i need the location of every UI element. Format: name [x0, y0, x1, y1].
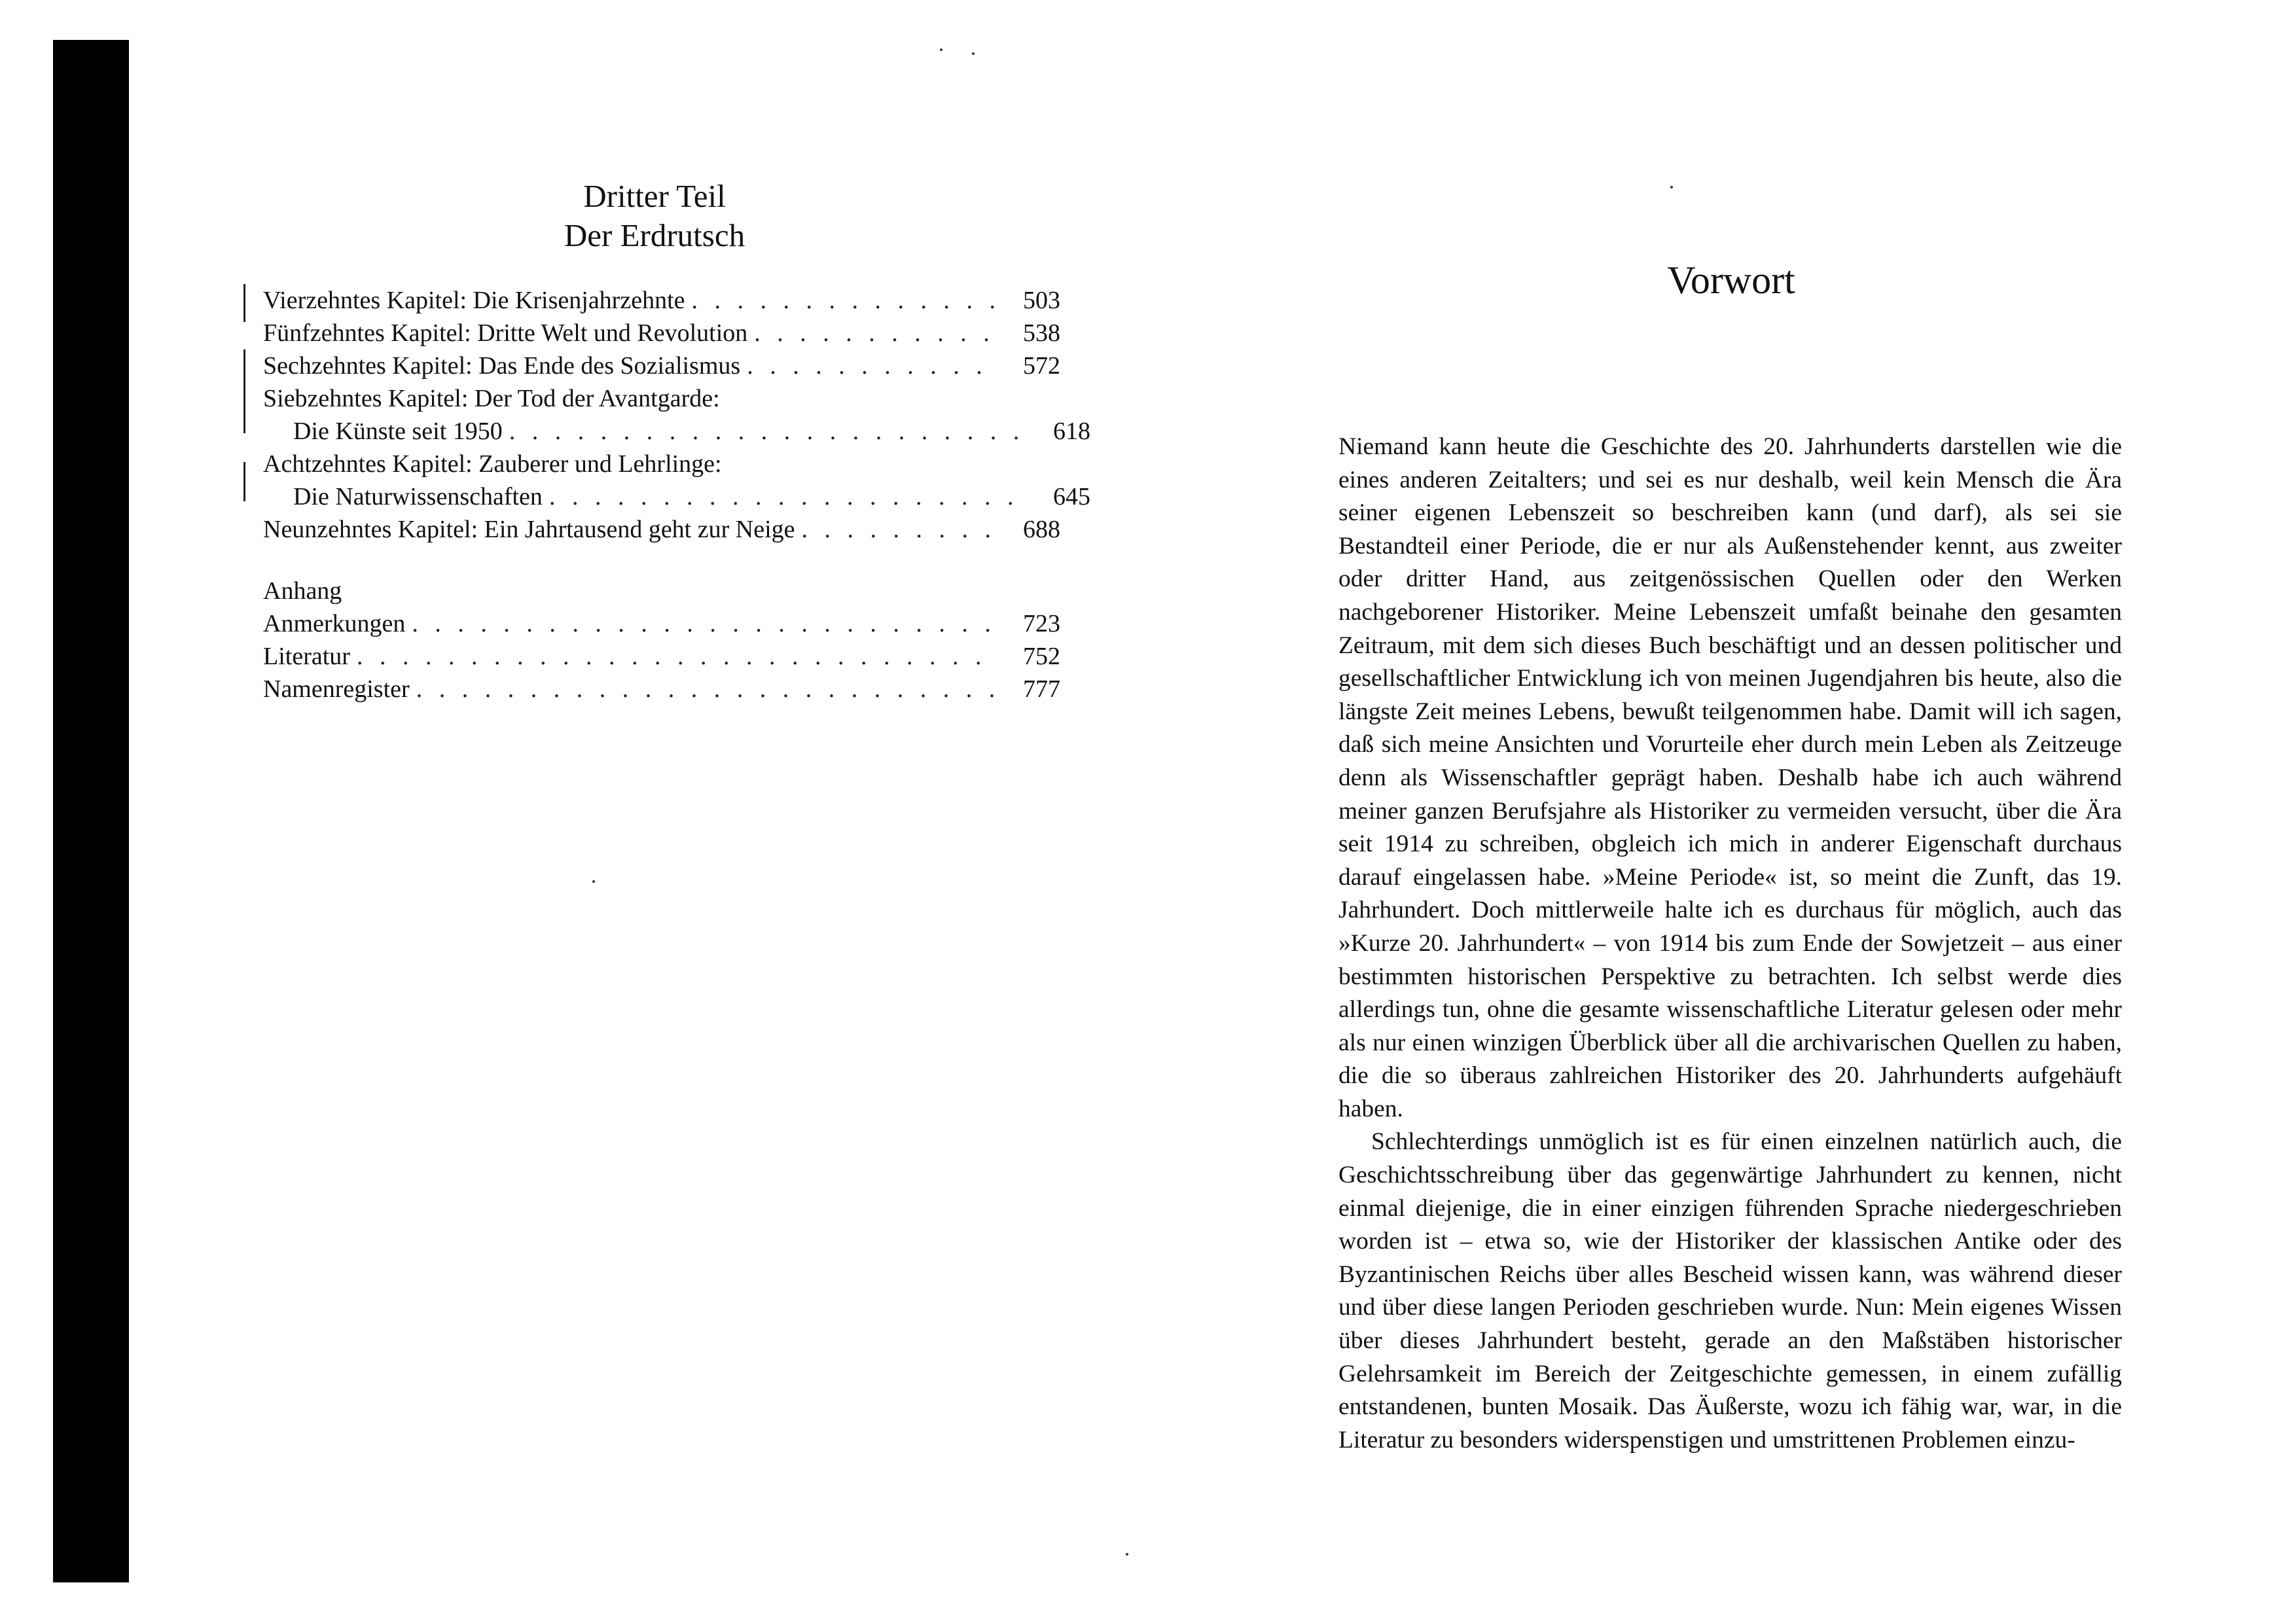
toc-entry[interactable] [263, 317, 1060, 349]
part-title: Der Erdrutsch [564, 217, 745, 253]
toc-entry[interactable] [263, 349, 1060, 382]
part-heading [249, 177, 1060, 255]
toc-page-number: 752 [1023, 643, 1060, 670]
left-page-table-of-contents [249, 177, 1090, 703]
margin-mark [243, 349, 245, 433]
toc-page-number: 645 [1053, 483, 1090, 510]
toc-entry[interactable] [263, 284, 1060, 317]
toc-entry-title: Namenregister [263, 675, 410, 703]
toc-leader [412, 607, 995, 640]
toc-entry-title: Fünfzehntes Kapitel: Dritte Welt und Revolution [263, 319, 748, 347]
toc-entry[interactable] [263, 607, 1060, 640]
scan-speck [592, 880, 595, 883]
toc-entry[interactable] [263, 448, 1060, 480]
toc-page-number: 618 [1053, 418, 1090, 445]
toc-entry[interactable] [263, 673, 1060, 705]
appendix-heading: Anhang [263, 577, 342, 605]
scan-speck [940, 48, 942, 51]
part-label: Dritter Teil [583, 178, 726, 214]
toc-entry-title: Siebzehntes Kapitel: Der Tod der Avantgarde: [263, 385, 720, 412]
toc-leader [754, 317, 995, 349]
toc-entry-subtitle: Die Naturwissenschaften [293, 483, 543, 510]
toc-leader [416, 673, 995, 705]
toc-entry-title: Sechzehntes Kapitel: Das Ende des Sozialismus [263, 352, 741, 380]
toc-page-number: 572 [1023, 352, 1060, 380]
toc-leader [802, 513, 996, 546]
margin-mark [243, 462, 245, 501]
chapter-title: Vorwort [1667, 259, 1795, 302]
body-text [1338, 431, 2122, 1457]
margin-mark [243, 284, 245, 322]
toc-leader [357, 640, 995, 673]
toc-entry-title: Achtzehntes Kapitel: Zauberer und Lehrlinge: [263, 450, 722, 478]
toc-entry[interactable] [263, 382, 1060, 415]
toc-leader [692, 284, 996, 317]
toc-entry[interactable] [263, 513, 1060, 546]
paragraph: Schlechterdings unmöglich ist es für einen einzelnen natürlich auch, die Geschichtsschreibung über das gegenwärtige Jahrhundert zu kennen, nicht einmal diejenige, die in einer einzigen führenden Sprache niedergeschrieben worden ist – etwa so, wie der Historiker der klassischen Antike oder des Byzantinischen Reichs über alles Bescheid wissen kann, was während dieser und über diese langen Perioden geschrieben wurde. Nun: Mein eigenes Wissen über dieses Jahrhundert besteht, gerade an den Maßstäben historischer Gelehrsamkeit im Bereich der Zeitgeschichte gemessen, in einem zufällig entstandenen, bunten Mosaik. Das Äußerste, wozu ich fähig war, war, in die Literatur zu besonders widerspenstigen und umstrittenen Problemen einzu- [1338, 1128, 2122, 1454]
paragraph: Niemand kann heute die Geschichte des 20. Jahrhunderts darstellen wie die eines anderen Zeitalters; und sei es nur deshalb, weil kein Mensch die Ära seiner eigenen Lebenszeit so beschreiben kann (und darf), als sei sie Bestandteil einer Periode, die er nur als Außenstehender kennt, aus zweiter oder dritter Hand, aus zeitgenössischen Quellen oder den Werken nachgeborener Historiker. Meine Lebenszeit umfaßt beinahe den gesamten Zeitraum, mit dem sich dieses Buch beschäftigt und an dessen politischer und gesellschaftlicher Entwicklung ich von meinen Jugendjahren bis heute, also die längste Zeit meines Lebens, bewußt teilgenommen habe. Damit will ich sagen, daß sich meine Ansichten und Vorurteile eher durch mein Leben als Zeitzeuge denn als Wissenschaftler geprägt haben. Deshalb habe ich auch während meiner ganzen Berufsjahre als Historiker zu vermeiden versucht, über die Ära seit 1914 zu schreiben, obgleich ich mich in anderer Eigenschaft durchaus darauf eingelassen habe. »Meine Periode« ist, so meint die Zunft, das 19. Jahrhundert. Doch mittlerweile halte ich es durchaus für möglich, auch das »Kurze 20. Jahrhundert« – von 1914 bis zum Ende der Sowjetzeit – aus einer bestimmten historischen Perspektive zu betrachten. Ich selbst werde dies allerdings tun, ohne die gesamte wissenschaftliche Literatur gelesen oder mehr als nur einen winzigen Überblick über all die archivarischen Quellen zu haben, die die so überaus zahlreichen Historiker des 20. Jahrhunderts aufgehäuft haben. [1338, 433, 2122, 1122]
toc-entry[interactable] [263, 640, 1060, 673]
right-page-foreword [1338, 0, 2124, 1623]
toc-entry-continuation[interactable] [263, 415, 1090, 448]
toc-page-number: 503 [1023, 287, 1060, 314]
toc-leader [509, 415, 1025, 448]
toc-entry-title: Neunzehntes Kapitel: Ein Jahrtausend geht zur Neige [263, 516, 795, 543]
toc-spacer [263, 546, 1060, 575]
scan-speck [1126, 1553, 1128, 1556]
toc-leader [549, 480, 1025, 513]
toc-page-number: 688 [1023, 516, 1060, 543]
toc-page-number: 777 [1023, 675, 1060, 703]
toc-entry-title: Vierzehntes Kapitel: Die Krisenjahrzehnte [263, 287, 685, 314]
toc-entry-subtitle: Die Künste seit 1950 [293, 418, 503, 445]
toc-page-number: 723 [1023, 610, 1060, 637]
toc-entry-continuation[interactable] [263, 480, 1090, 513]
toc-entry-title: Literatur [263, 643, 350, 670]
toc-entry-title: Anmerkungen [263, 610, 406, 637]
scan-speck [972, 52, 975, 55]
toc-page-number: 538 [1023, 319, 1060, 347]
toc-leader [747, 349, 995, 382]
scan-edge-shadow [53, 40, 129, 1582]
toc-list [263, 284, 1090, 705]
